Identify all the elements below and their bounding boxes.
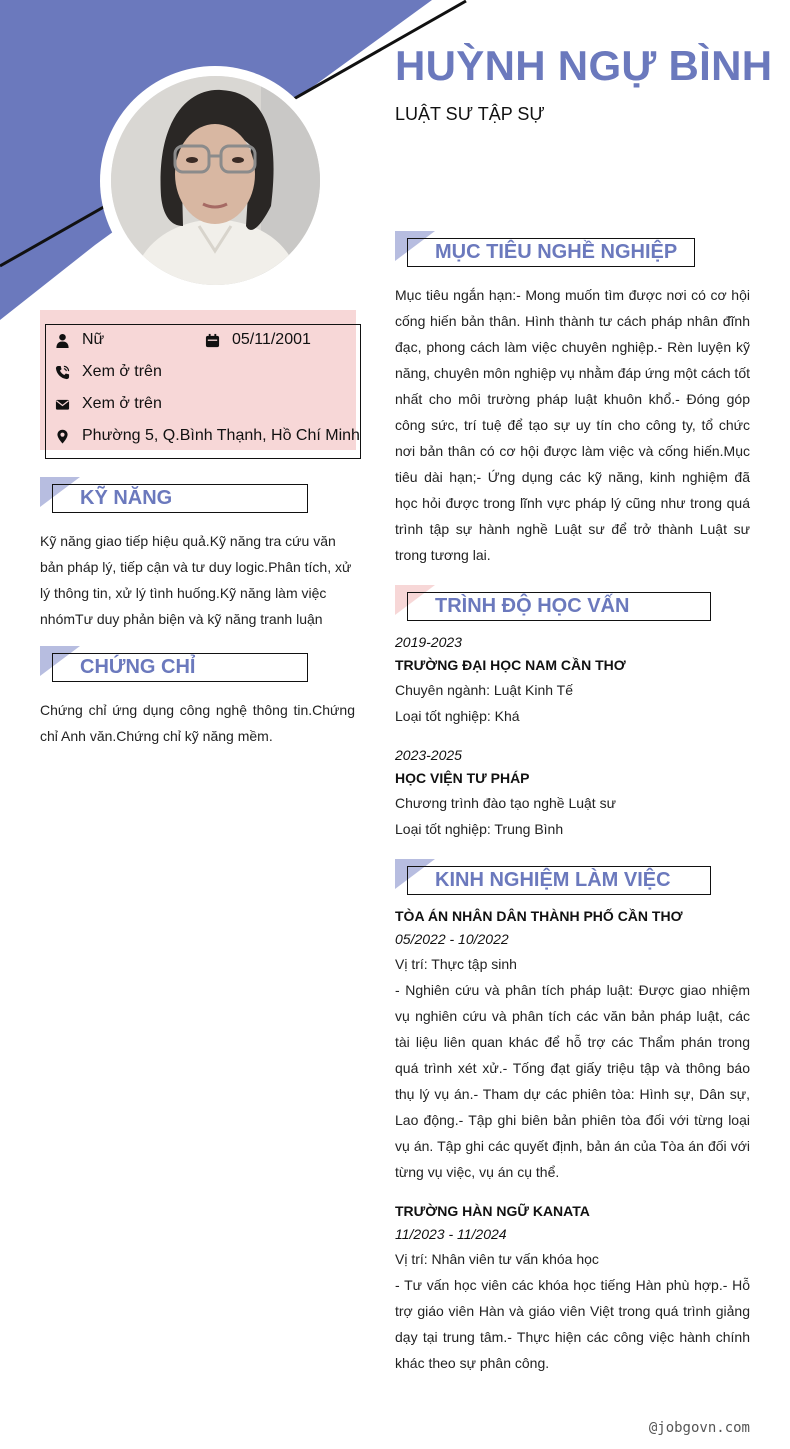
watermark: @jobgovn.com (648, 1420, 750, 1436)
birthdate-value: 05/11/2001 (232, 331, 311, 348)
address-value: Phường 5, Q.Bình Thạnh, Hồ Chí Minh (82, 427, 360, 444)
education-school: TRƯỜNG ĐẠI HỌC NAM CẦN THƠ (395, 657, 626, 673)
experience-heading-label: KINH NGHIỆM LÀM VIỆC (435, 869, 671, 891)
objective-heading-label: MỤC TIÊU NGHỀ NGHIỆP (435, 241, 678, 263)
skills-line: bản pháp lý, tiếp cận và tư duy logic.Phân tích, xử (40, 559, 352, 575)
user-icon (54, 332, 70, 348)
contact-phone (54, 363, 162, 381)
experience-period: 05/2022 - 10/2022 (395, 931, 509, 947)
certificates-text: Chứng chỉ ứng dụng công nghệ thông tin.Chứng chỉ Anh văn.Chứng chỉ kỹ năng mềm. (40, 702, 355, 744)
skills-heading (40, 477, 310, 511)
experience-company: TÒA ÁN NHÂN DÂN THÀNH PHỐ CẦN THƠ (395, 908, 683, 924)
experience-description: - Nghiên cứu và phân tích pháp luật: Được giao nhiệm vụ nghiên cứu và phân tích các văn bản pháp luật, các tài liệu liên quan khác để hỗ trợ các Thẩm phán trong quá trình xét xử.- Tống đạt giấy triệu tập và thông báo thụ lý vụ án.- Tham dự các phiên tòa: Hình sự, Dân sự, Lao động.- Tập ghi biên bản phiên tòa đối với từng loại vụ án. Tập ghi các quyết định, bản án của Tòa án đối với từng vụ việc, vụ án cụ thể. (395, 982, 750, 1180)
certificates-heading-label: CHỨNG CHỈ (80, 656, 196, 678)
phone-value: Xem ở trên (82, 363, 162, 380)
education-school: HỌC VIỆN TƯ PHÁP (395, 770, 530, 786)
avatar (111, 76, 320, 285)
certificates-heading (40, 646, 310, 680)
skills-text (40, 528, 360, 632)
candidate-name: HUỲNH NGỰ BÌNH (395, 42, 773, 89)
objective-heading (395, 231, 695, 265)
experience-position: Vị trí: Thực tập sinh (395, 956, 517, 972)
education-years: 2019-2023 (395, 634, 462, 650)
education-grade: Loại tốt nghiệp: Khá (395, 708, 520, 724)
education-heading-label: TRÌNH ĐỘ HỌC VẤN (435, 595, 630, 617)
contact-birthdate (204, 331, 311, 349)
skills-line: Kỹ năng giao tiếp hiệu quả.Kỹ năng tra cứu văn (40, 533, 336, 549)
experience-description: - Tư vấn học viên các khóa học tiếng Hàn phù hợp.- Hỗ trợ giáo viên Hàn và giáo viên Việt trong quá trình giảng dạy tại trung tâm.- Thực hiện các công việc hành chính khác theo sự phân công. (395, 1277, 750, 1371)
experience-company: TRƯỜNG HÀN NGỮ KANATA (395, 1203, 590, 1219)
contact-address (54, 427, 360, 445)
skills-line: lý thông tin, xử lý tình huống.Kỹ năng làm việc (40, 585, 327, 601)
envelope-icon (54, 396, 70, 412)
job-title: LUẬT SƯ TẬP SỰ (395, 104, 545, 124)
education-grade: Loại tốt nghiệp: Trung Bình (395, 821, 564, 837)
map-pin-icon (54, 428, 70, 444)
education-major: Chuyên ngành: Luật Kinh Tế (395, 682, 573, 698)
skills-heading-label: KỸ NĂNG (80, 487, 173, 509)
phone-icon (54, 364, 70, 380)
calendar-icon (204, 332, 220, 348)
contact-gender (54, 331, 104, 349)
objective-text: Mục tiêu ngắn hạn:- Mong muốn tìm được nơi có cơ hội cống hiến bản thân. Hình thành tư cách pháp nhân đĩnh đạc, phong cách làm việc chuyên nghiệp.- Rèn luyện kỹ năng, chuyên môn nghiệp vụ nhằm đáp ứng một cách tốt nhất cho môi trường pháp luật khuôn khổ.- Đóng góp công sức, trí tuệ để tạo sự uy tín cho công ty, tổ chức nơi bản thân có cơ hội được làm việc và cống hiến.Mục tiêu dài hạn;- Ứng dụng các kỹ năng, kinh nghiệm đã học hỏi được trong lĩnh vực pháp lý cũng như trong quá trình tập sự hành nghề Luật sư để trở thành Luật sư trong tương lai. (395, 287, 750, 563)
experience-period: 11/2023 - 11/2024 (395, 1226, 507, 1242)
education-major: Chương trình đào tạo nghề Luật sư (395, 795, 616, 811)
experience-heading (395, 859, 715, 893)
skills-line: nhómTư duy phản biện và kỹ năng tranh luận (40, 611, 323, 627)
experience-position: Vị trí: Nhân viên tư vấn khóa học (395, 1251, 599, 1267)
gender-value: Nữ (82, 331, 105, 348)
education-years: 2023-2025 (395, 747, 462, 763)
contact-email (54, 395, 162, 413)
education-heading (395, 585, 715, 619)
email-value: Xem ở trên (82, 395, 162, 412)
